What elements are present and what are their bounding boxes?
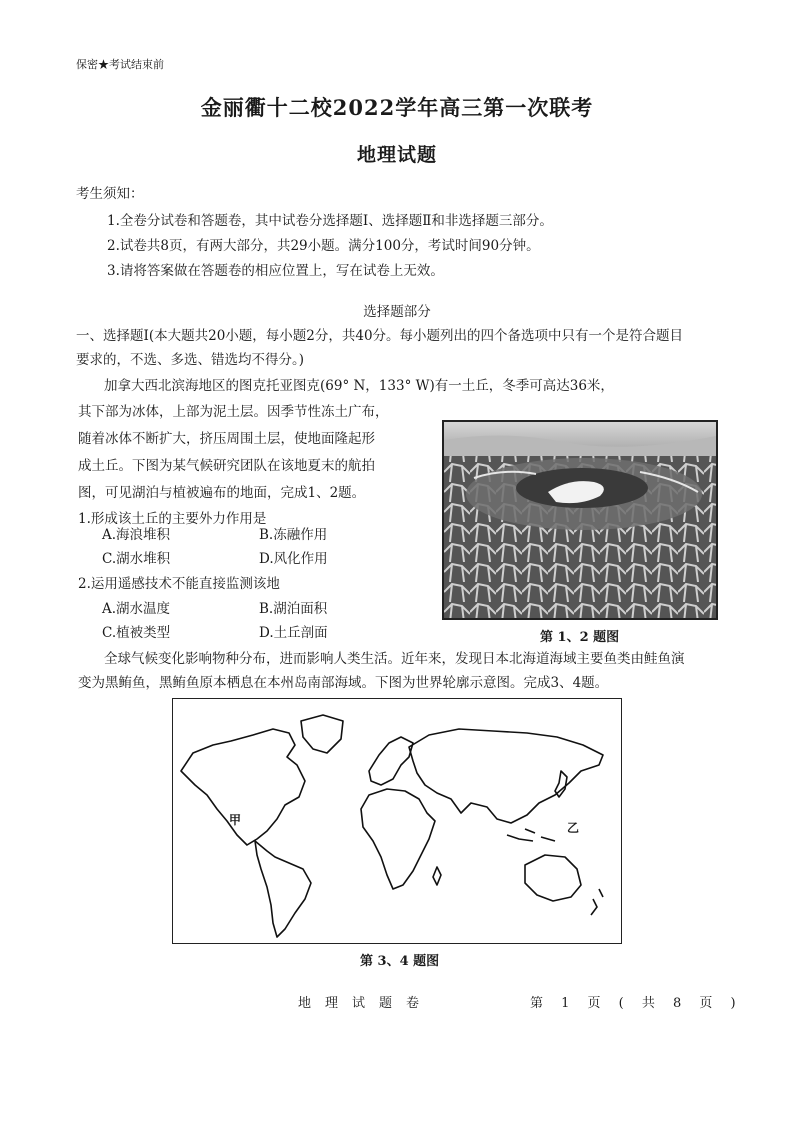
footer-page-number: 第 1 页 ( 共 8 页 ): [530, 996, 736, 1011]
question-2-option-a: A.湖水温度: [102, 601, 171, 617]
question-2-option-b: B.湖泊面积: [259, 601, 328, 617]
north-america-outline: [181, 729, 305, 845]
world-outline-map: [172, 698, 622, 944]
africa-outline: [361, 789, 435, 889]
notice-item-2: 2.试卷共8页，有两大部分，共29小题。满分100分，考试时间90分钟。: [107, 238, 540, 254]
map-label-jia: 甲: [229, 813, 242, 827]
question-1-option-c: C.湖水堆积: [102, 551, 171, 567]
aerial-photo: [442, 420, 718, 620]
asia-outline: [409, 729, 603, 823]
section-title: 选择题部分: [363, 304, 431, 320]
footer-exam-name: 地理试题卷: [298, 996, 434, 1011]
part1-instructions-line1: 一、选择题Ⅰ(本大题共20小题，每小题2分，共40分。每小题列出的四个备选项中只有一个是符合题目: [76, 328, 684, 344]
question-2-option-c: C.植被类型: [102, 625, 171, 641]
question-1-option-a: A.海浪堆积: [102, 527, 171, 543]
passage1-line: 图，可见湖泊与植被遍布的地面，完成1、2题。: [78, 485, 366, 501]
exam-subtitle: 地理试题: [356, 144, 437, 166]
map-label-yi: 乙: [567, 821, 580, 835]
passage1-line: 成土丘。下图为某气候研究团队在该地夏末的航拍: [78, 458, 375, 474]
question-1-option-d: D.风化作用: [259, 551, 328, 567]
passage2-line2: 变为黑鲔鱼，黑鲔鱼原本栖息在本州岛南部海域。下图为世界轮廓示意图。完成3、4题。: [78, 675, 609, 691]
passage1-line: 其下部为冰体，上部为泥土层。因季节性冻土广布，: [78, 404, 389, 420]
question-2-stem: 2.运用遥感技术不能直接监测该地: [78, 576, 280, 592]
exam-title: 金丽衢十二校2022学年高三第一次联考: [200, 95, 594, 120]
passage1-line: 加拿大西北滨海地区的图克托亚图克(69° N，133° W)有一土丘，冬季可高达36米，: [104, 378, 614, 394]
question-1-option-b: B.冻融作用: [259, 527, 328, 543]
greenland-outline: [301, 715, 343, 753]
confidential-mark: 保密★考试结束前: [76, 58, 164, 71]
question-1-stem: 1.形成该土丘的主要外力作用是: [78, 511, 267, 527]
part1-instructions-line2: 要求的，不选、多选、错选均不得分。): [76, 352, 305, 368]
south-america-outline: [255, 841, 311, 937]
australia-outline: [525, 855, 581, 901]
passage1-line: 随着冰体不断扩大，挤压周围土层，使地面隆起形: [78, 431, 375, 447]
passage2-line1: 全球气候变化影响物种分布，进而影响人类生活。近年来，发现日本北海道海域主要鱼类由鲑鱼演: [104, 651, 685, 667]
notice-item-3: 3.请将答案做在答题卷的相应位置上，写在试卷上无效。: [107, 263, 444, 279]
notice-item-1: 1.全卷分试卷和答题卷，其中试卷分选择题Ⅰ、选择题Ⅱ和非选择题三部分。: [107, 213, 553, 229]
notice-heading: 考生须知：: [76, 186, 144, 202]
photo-caption: 第 1、2 题图: [540, 630, 620, 645]
europe-outline: [369, 737, 413, 785]
question-2-option-d: D.土丘剖面: [259, 625, 328, 641]
map-caption: 第 3、4 题图: [360, 954, 440, 969]
japan-outline: [555, 771, 567, 797]
